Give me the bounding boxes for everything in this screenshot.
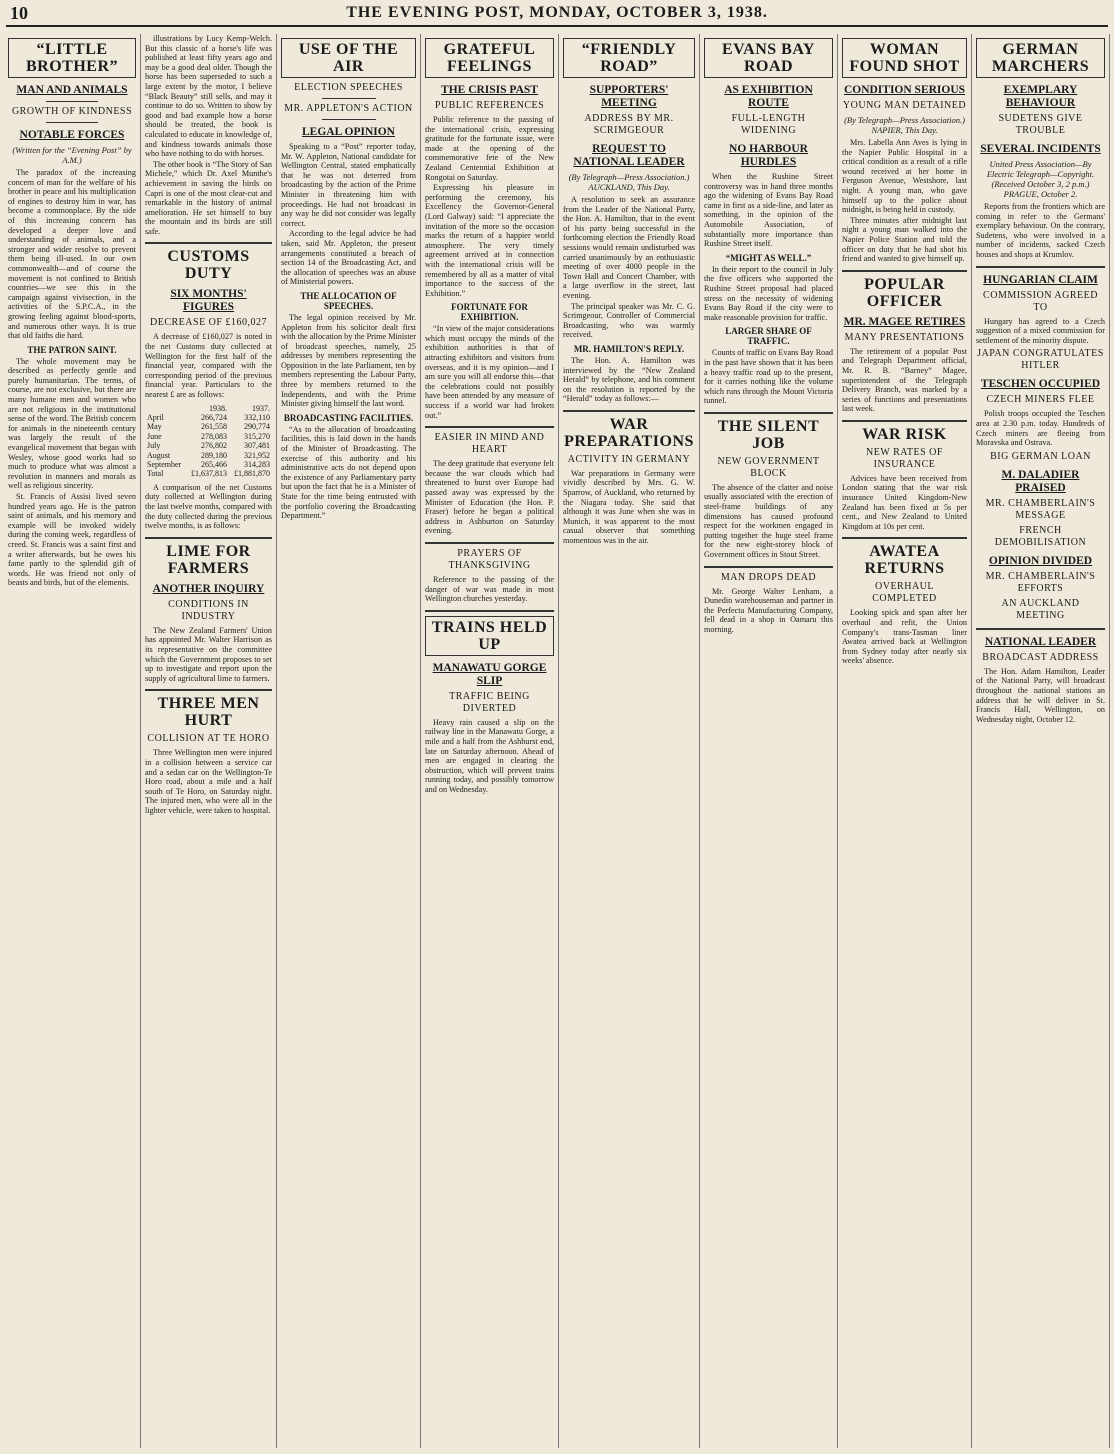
headline-woman-found-shot: WOMAN FOUND SHOT — [842, 38, 967, 78]
article-paragraph: When the Rushine Street controversy was in hand three months ago the widening of Evans Bay Road came in first as a side-line, and later as something, in the opinion of the Automobile Association, of substantially more importance than Rushine Street itself. — [704, 172, 833, 249]
article-paragraph: The legal opinion received by Mr. Appleton from his solicitor dealt first with the allocation by the Prime Minister of broadcast speeches, namely, 25 addresses by members representing the Opposition in the late Parliament, ten by members representing the Labour Party, three by members returned to the Independents, and with the Prime Minister giving himself the last word. — [281, 312, 416, 409]
subhead: EXEMPLARY BEHAVIOUR — [1003, 84, 1078, 109]
subhead: MR. APPLETON'S ACTION — [284, 103, 413, 114]
divider — [704, 412, 833, 414]
subhead: YOUNG MAN DETAINED — [842, 100, 967, 111]
subhead: SIX MONTHS' FIGURES — [170, 288, 247, 314]
headline-the-silent-job: THE SILENT JOB — [717, 417, 820, 452]
section-subhead: LARGER SHARE OF TRAFFIC. — [725, 326, 812, 347]
table-row — [145, 422, 272, 431]
table-row — [145, 460, 272, 469]
table-cell: 266,724 — [201, 413, 228, 423]
subhead: NATIONAL LEADER — [984, 635, 1097, 648]
article-paragraph: Mrs. Labella Ann Aves is lying in the Napier Public Hospital in a critical condition as a result of a rifle wound received at her home in Ferguson Avenue, Westshore, last night. A young man, who gave himself up to the police about midnight, is being held in custody. — [842, 138, 967, 215]
subhead: OPINION DIVIDED — [988, 554, 1093, 567]
table-cell: May — [147, 422, 162, 432]
table-cell: July — [147, 441, 161, 451]
subhead: CONDITION SERIOUS — [843, 84, 966, 96]
subhead: CONDITIONS IN INDUSTRY — [168, 598, 249, 622]
article-paragraph: A resolution to seek an assurance from the Leader of the National Party, the Hon. A. Hamilton, that in the event of his party being successful in the forthcoming election the Friendly Road sessions would remain undisturbed was carried unanimously by an enthusiastic meeting of over 4000 people in the Town Hall and Concert Chamber, with a large overflow in the street, last evening. — [563, 195, 695, 300]
article-paragraph: Reports from the frontiers which are coming in refer to the Germans' exemplary behaviour. On the contrary, Sudetens, who were involved in a number of incidents, sacked Czech houses and shops at Krumlov. — [976, 202, 1105, 259]
subhead: MR. CHAMBERLAIN'S MESSAGE — [985, 497, 1096, 521]
divider — [145, 537, 272, 539]
subhead: SUDETENS GIVE TROUBLE — [998, 113, 1083, 136]
subhead: ADDRESS BY MR. SCRIMGEOUR — [584, 113, 674, 136]
subhead: TESCHEN OCCUPIED — [980, 378, 1101, 391]
headline-grateful-feelings: GRATEFUL FEELINGS — [425, 38, 554, 78]
article-paragraph: Mr. George Walter Lenham, a Dunedin warehouseman and partner in the Perfecta Manufacturing Company, fell dead in a shop in Oamaru this morning. — [704, 586, 833, 634]
table-cell: 261,558 — [201, 422, 228, 432]
divider — [46, 101, 97, 102]
table-cell: 265,466 — [201, 460, 228, 470]
article-paragraph: Expressing his pleasure in performing the ceremony, his Excellency the Governor-General (Lord Galway) said: “I appreciate the invitation of the more so the occasion marks the return of a happier world atmosphere. The very timely agreement arrived at in connection with the international crisis will be remembered by all as a matter of vital importance to the success of the Exhibition.” — [425, 183, 554, 298]
section-subhead: THE ALLOCATION OF SPEECHES. — [300, 290, 397, 311]
subhead: M. DALADIER PRAISED — [1001, 468, 1080, 494]
subhead: LEGAL OPINION — [302, 126, 395, 138]
column-woman-found-shot — [838, 34, 972, 1448]
table-header — [145, 404, 186, 413]
article-paragraph: The Hon. Adam Hamilton, Leader of the National Party, will broadcast throughout the national stations an address that he will deliver in St. Francis Hall, Wellington, on Wednesday night, October 12. — [976, 666, 1105, 724]
article-paragraph: “As to the allocation of broadcasting facilities, this is laid down in the hands of the Minister of Broadcasting. The exercise of this authority and his administrative acts do not depend upon the existence of any Parliamentary party but upon the fact that he is a Minister of State for the time being entrusted with the portfolio covering the Broadcasting Department.” — [281, 424, 416, 521]
newspaper-title: THE EVENING POST, MONDAY, OCTOBER 3, 1938. — [346, 4, 768, 21]
table-cell: 276,802 — [201, 441, 228, 451]
subhead: FULL-LENGTH WIDENING — [731, 113, 806, 136]
table-cell: 278,083 — [201, 431, 228, 441]
article-paragraph: St. Francis of Assisi lived seven hundred years ago. He is the patron saint of animals, and his memory and example will be invoked widely during the coming week, regardless of creed. St. Francis was a saint first and a writer afterwards, but he owes his fame partly to the splendid gift of words. He was friend not only of beasts and birds, but of the elements. — [8, 492, 136, 588]
article-paragraph: The principal speaker was Mr. C. G. Scrimgeour, Controller of Commercial Broadcasting, who was warmly received. — [563, 301, 695, 340]
divider — [322, 119, 376, 120]
subhead: MR. CHAMBERLAIN'S EFFORTS — [985, 570, 1096, 594]
subhead: NOTABLE FORCES — [19, 129, 125, 141]
section-subhead: BROADCASTING FACILITIES. — [283, 412, 414, 423]
subhead: REQUEST TO NATIONAL LEADER — [573, 143, 685, 168]
subhead: DECREASE OF £160,027 — [150, 317, 267, 329]
article-paragraph: A decrease of £160,027 is noted in the net Customs duty collected at Wellington for the first half of the financial year, compared with the corresponding period of the previous financial year. Particulars to the nearest £ are as follows: — [145, 332, 272, 400]
article-paragraph: “In view of the major considerations which must occupy the minds of the exhibition authorities is that of attracting exhibitors and visitors from overseas, and it is my opinion—and I am sure you will all endorse this—that the celebrations could not possibly have been attended by any measure of success if a world war had broken out.” — [425, 324, 554, 420]
table-cell: £1,881,870 — [234, 469, 270, 479]
subhead: MANAWATU GORGE SLIP — [432, 661, 547, 687]
table-cell: £1,637,813 — [191, 469, 228, 479]
column-evans-bay-road — [700, 34, 838, 1448]
subhead: ANOTHER INQUIRY — [152, 582, 265, 595]
table-cell: April — [147, 413, 164, 423]
section-subhead: MR. HAMILTON'S REPLY. — [573, 343, 685, 354]
subhead: NEW GOVERNMENT BLOCK — [717, 455, 820, 479]
headline-friendly-road: “FRIENDLY ROAD” — [563, 38, 695, 78]
divider — [425, 610, 554, 612]
article-paragraph: The New Zealand Farmers' Union has appointed Mr. Walter Harrison as its representative on the committee which the Government proposes to set up to investigate and report upon the supply of agricultural lime to farmers. — [145, 625, 272, 683]
subhead: COLLISION AT TE HORO — [147, 733, 270, 745]
column-friendly-road — [559, 34, 700, 1448]
subhead: ELECTION SPEECHES — [294, 82, 403, 93]
masthead — [6, 3, 1108, 27]
subhead: AS EXHIBITION ROUTE — [724, 84, 813, 109]
article-paragraph: The retirement of a popular Post and Telegraph Department official, Mr. R. B. “Barney” Magee, superintendent of the Telegraph Delivery Branch, was marked by a series of functions and presentations last week. — [842, 346, 967, 414]
article-paragraph: According to the legal advice he had taken, said Mr. Appleton, the present arrangements constituted a breach of section 14 of the Broadcasting Act, and the allocation of speeches was an abuse of Ministerial powers. — [281, 229, 416, 287]
article-paragraph: In their report to the council in July the five officers who supported the Rushine Street proposal had placed stress on the necessity of widening Evans Bay Road if the city were to make reasonable provision for traffic. — [704, 264, 833, 322]
article-paragraph: Looking spick and span after her overhaul and refit, the Union Company's trans-Tasman liner Awatea arrived back at Wellington from Sydney today after nearly six weeks' absence. — [842, 608, 967, 666]
subhead: MR. MAGEE RETIRES — [843, 315, 966, 328]
column-customs — [141, 34, 277, 1448]
divider — [145, 242, 272, 244]
article-paragraph: The deep gratitude that everyone felt because the war clouds which had threatened to burst over Europe had passed away was expressed by the Minister of Education (the Hon. P. Fraser) before he began a political address in Ashburton on Saturday evening. — [425, 459, 554, 536]
table-header: 1938. — [209, 403, 228, 413]
column-little-brother — [4, 34, 141, 1448]
article-paragraph: The paradox of the increasing concern of man for the welfare of his brother in peace and his multiplication of engines to destroy him in war, has become a commonplace. By the side of this increasing concern has developed a deeper love and understanding of animals, and a stronger and wider resolve to prevent them being ill-used. In our own commonwealth—and of course the movement is not confined to British countries—we see this in the campaign against vivisection, in the activities of the S.P.C.A., in the growing feeling against blood-sports, and numerous other ways. It is true that old faiths die hard. — [8, 168, 136, 341]
table-row — [145, 441, 272, 450]
subhead: GROWTH OF KINDNESS — [11, 106, 133, 117]
table-cell: 307,481 — [244, 441, 270, 451]
subhead: HUNGARIAN CLAIM — [983, 273, 1098, 286]
byline: (By Telegraph—Press Association.) AUCKLAND, This Day. — [568, 172, 690, 192]
table-row — [145, 413, 272, 422]
table-cell: 321,952 — [244, 450, 270, 460]
divider — [842, 537, 967, 539]
divider — [563, 410, 695, 412]
divider — [842, 420, 967, 422]
article-paragraph: The other book is “The Story of San Michele,” which Dr. Axel Munthe's achievement in saving the birds on Capri is one of the most clear-cut and remarkable in the history of animal amelioration. He set himself to buy the mountain and its birds are still safe. — [145, 159, 272, 236]
byline: (Written for the “Evening Post” by A.M.) — [12, 145, 132, 165]
article-paragraph: Three minutes after midnight last night a young man walked into the Napier Police Station and told the officer on duty that he had shot his friend and wanted to give himself up. — [842, 215, 967, 264]
table-cell: June — [147, 431, 162, 441]
article-paragraph: Speaking to a “Post” reporter today, Mr. W. Appleton, National candidate for Wellington Central, stated emphatically that he was not deterred from broadcasting by the action of the Prime Minister in threatening him with proceedings. He had not broadcast in any way he did not consider was legally correct. — [281, 142, 416, 228]
article-paragraph: The whole movement may be described as perfectly gentle and purely humanitarian. The terms, of course, are not exclusive, but there are many humane men and women who are not religious in the institutional sense of the word. The British concern for animals in the nineteenth century was largely the result of the evangelical movement that began with Wesley, whose good works had so much to produce what was almost a revolution in manners and morals as well as religious sincerity. — [8, 356, 136, 491]
page-number: 10 — [10, 3, 28, 23]
table-total-row — [145, 469, 272, 478]
headline-popular-officer: POPULAR OFFICER — [864, 275, 945, 310]
subhead: BROADCAST ADDRESS — [982, 651, 1099, 663]
article-paragraph: Counts of traffic on Evans Bay Road in the past have shown that it has been a heavy traffic road up to the present, for it carries nothing like the volume which runs through the Mount Victoria tunnel. — [704, 348, 833, 406]
subhead: ACTIVITY IN GERMANY — [567, 453, 691, 465]
table-cell: September — [147, 460, 182, 470]
subhead: COMMISSION AGREED TO — [983, 289, 1098, 313]
table-row — [145, 432, 272, 441]
headline-evans-bay-road: EVANS BAY ROAD — [704, 38, 833, 78]
article-paragraph: The Hon. A. Hamilton was interviewed by the “New Zealand Herald” by telephone, and his comment on the resolution is reported by the “Herald” today as follows:— — [563, 355, 695, 404]
column-german-marchers — [972, 34, 1110, 1448]
column-use-of-the-air — [277, 34, 421, 1448]
divider — [425, 542, 554, 544]
article-paragraph: Hungary has agreed to a Czech suggestion of a mixed commission for settlement of the minority dispute. — [976, 316, 1105, 345]
subhead: BIG GERMAN LOAN — [990, 450, 1091, 462]
headline-war-preparations: WAR PREPARATIONS — [564, 415, 694, 450]
subhead: THE CRISIS PAST — [441, 84, 538, 96]
subhead: NO HARBOUR HURDLES — [729, 143, 808, 168]
subhead: SEVERAL INCIDENTS — [980, 143, 1101, 155]
customs-table — [145, 404, 272, 479]
subhead: EASIER IN MIND AND HEART — [434, 432, 545, 456]
headline-trains-held-up: TRAINS HELD UP — [425, 616, 554, 656]
table-header: 1937. — [252, 403, 270, 413]
subhead: OVERHAUL COMPLETED — [872, 581, 937, 605]
subhead: JAPAN CONGRATULATES HITLER — [977, 348, 1104, 372]
subhead: SUPPORTERS' MEETING — [589, 84, 669, 109]
article-paragraph: Three Wellington men were injured in a collision between a service car and a sedan car on the Wellington-Te Horo road, about a mile and a half south of Te Horo, on Saturday night. The injured men, who were all in the lighter vehicle, were taken to hospital. — [145, 748, 272, 815]
article-paragraph: War preparations in Germany were vividly described by Mrs. G. W. Sparrow, of Auckland, who returned by the Niagara today. She said that although it was June when she was in Munich, it was apparent to the most casual observer that something momentous was in the air. — [563, 468, 695, 546]
headline-three-men-hurt: THREE MEN HURT — [157, 695, 260, 730]
byline: United Press Association—By Electric Telegraph—Copyright. (Received October 3, 2 p.m.) PRAGUE, October 2. — [986, 159, 1095, 199]
headline-lime-for-farmers: LIME FOR FARMERS — [166, 542, 251, 577]
headline-little-brother: “LITTLE BROTHER” — [8, 38, 136, 78]
headline-german-marchers: GERMAN MARCHERS — [976, 38, 1105, 78]
divider — [322, 98, 376, 99]
subhead: PUBLIC REFERENCES — [434, 100, 545, 111]
divider — [425, 426, 554, 428]
subhead: MANY PRESENTATIONS — [844, 331, 965, 343]
subhead: PRAYERS OF THANKSGIVING — [448, 547, 531, 571]
table-row — [145, 451, 272, 460]
divider — [704, 566, 833, 568]
article-paragraph: Heavy rain caused a slip on the railway line in the Manawatu Gorge, a mile and a half from the Ashhurst end, late on Saturday afternoon. Ahead of men are engaged in clearing the obstruction, which will prevent trains running today, and possibly tomorrow and on Wednesday. — [425, 717, 554, 794]
table-cell: 315,270 — [244, 431, 270, 441]
subhead: CZECH MINERS FLEE — [986, 394, 1095, 406]
table-cell: 290,774 — [244, 422, 270, 432]
divider — [46, 122, 97, 123]
headline-awatea-returns: AWATEA RETURNS — [864, 543, 945, 578]
subhead: TRAFFIC BEING DIVERTED — [449, 690, 530, 714]
table-cell: 289,180 — [201, 450, 228, 460]
subhead: MAN DROPS DEAD — [720, 571, 817, 583]
divider — [976, 628, 1105, 630]
column-grateful-feelings — [421, 34, 559, 1448]
divider — [842, 270, 967, 272]
table-cell: August — [147, 450, 171, 460]
table-cell: 314,283 — [244, 460, 270, 470]
subhead: FRENCH DEMOBILISATION — [994, 524, 1087, 548]
divider — [145, 689, 272, 691]
article-paragraph: Public reference to the passing of the international crisis, expressing gratitude for the fortunate issue, were made at the opening of the commemorative fete of the New Zealand Centennial Exhibition at Rongotai on Saturday. — [425, 115, 554, 182]
headline-use-of-the-air: USE OF THE AIR — [281, 38, 416, 78]
subhead: AN AUCKLAND MEETING — [1001, 597, 1080, 621]
subhead: MAN AND ANIMALS — [16, 84, 128, 96]
table-cell: 332,110 — [244, 413, 270, 423]
article-paragraph: Polish troops occupied the Teschen area at 2.30 p.m. today. Hundreds of Czech miners are fleeing from Moravska and Ostrava. — [976, 409, 1105, 448]
table-header-row — [145, 404, 272, 413]
article-paragraph: The absence of the clatter and noise usually associated with the erection of steel-frame buildings of any dimensions has caused profound respect for the workmen engaged in putting together the huge steel frame for the new eight-storey block of Government offices in Stout Street. — [704, 482, 833, 560]
section-subhead: FORTUNATE FOR EXHIBITION. — [451, 302, 528, 323]
article-paragraph: A comparison of the net Customs duty collected at Wellington during the last twelve months, compared with the duty collected during the previous twelve months, is as follows: — [145, 482, 272, 531]
section-subhead: “MIGHT AS WELL.” — [725, 252, 812, 263]
section-subhead: THE PATRON SAINT. — [27, 344, 117, 355]
divider — [976, 266, 1105, 268]
article-paragraph: Reference to the passing of the danger of war was made in most Wellington churches yesterday. — [425, 574, 554, 604]
byline: (By Telegraph—Press Association.) NAPIER, This Day. — [844, 115, 965, 135]
article-paragraph: illustrations by Lucy Kemp-Welch. But this classic of a horse's life was published at least fifty years ago and may be a good deal older. Though the horse has been superseded to such a large extent by the motor, I believe “Black Beauty” still sells, and may it continue to do so. Written to show by good and bad example how a horse should be treated, the book is calculated to educate in knowledge of, and kindness towards animals those who have nothing to do with horses. — [145, 34, 272, 159]
article-paragraph: Advices have been received from London stating that the war risk insurance United Kingdom-New Zealand has been fixed at 5s per cent., and New Zealand to United Kingdom at 10s per cent. — [842, 473, 967, 531]
subhead: NEW RATES OF INSURANCE — [866, 446, 943, 470]
headline-war-risk: WAR RISK — [862, 425, 947, 443]
table-cell: Total — [147, 469, 164, 479]
headline-customs-duty: CUSTOMS DUTY — [167, 248, 250, 283]
